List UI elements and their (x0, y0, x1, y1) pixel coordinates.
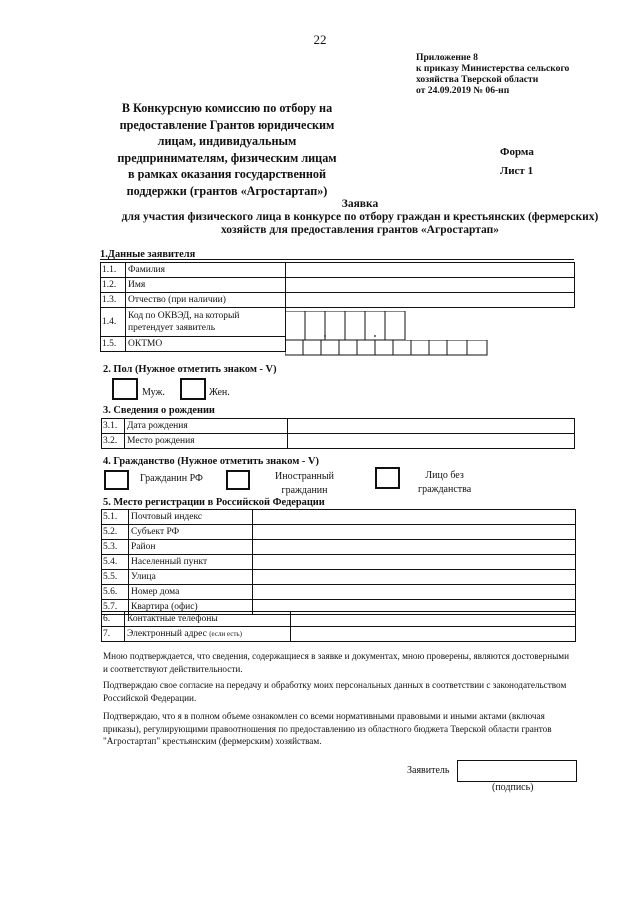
row-number: 6. (102, 612, 125, 627)
table-row (102, 525, 576, 540)
table-row (102, 434, 575, 449)
section1-rule (100, 259, 574, 260)
applicant-label: Заявитель (407, 765, 450, 776)
birth-date-field[interactable] (288, 419, 575, 434)
table-row (101, 263, 575, 278)
stateless-checkbox[interactable] (375, 467, 400, 489)
street-field[interactable] (253, 570, 576, 585)
declaration-accuracy: Мною подтверждается, что сведения, содержащиеся в заявке и документах, мною проверены, являются достоверными и соответствуют действительности. (103, 651, 570, 674)
form-label: Форма (500, 146, 534, 158)
row-number: 5.2. (102, 525, 129, 540)
row-label: Контактные телефоны (125, 612, 291, 627)
section2-title: 2. Пол (Нужное отметить знаком - V) (103, 364, 277, 375)
postal-code-field[interactable] (253, 510, 576, 525)
table-row (102, 555, 576, 570)
row-label: Населенный пункт (129, 555, 253, 570)
surname-field[interactable] (286, 263, 575, 278)
title-line: для участия физического лица в конкурсе по отбору граждан и крестьянских (фермерских) (121, 211, 599, 223)
label-line: Иностранный (275, 471, 334, 482)
row-number: 5.4. (102, 555, 129, 570)
oktmo-code-cells[interactable] (285, 340, 495, 358)
row-label: Код по ОКВЭД, на который претендует заявитель (126, 308, 286, 337)
signature-caption: (подпись) (492, 782, 534, 793)
table-row (102, 570, 576, 585)
row-label: Квартира (офис) (129, 600, 253, 615)
row-label: Фамилия (126, 263, 286, 278)
row-number: 1.2. (101, 278, 126, 293)
title-line: хозяйств для предоставления грантов «Агростартап» (221, 224, 499, 236)
label-line: гражданства (418, 484, 472, 495)
label-line: Лицо без (425, 470, 464, 481)
row-number: 3.1. (102, 419, 125, 434)
citizen-rf-checkbox[interactable] (104, 470, 129, 490)
addressee-line: предпринимателям, физическим лицам (117, 150, 337, 165)
row-label: Место рождения (125, 434, 288, 449)
appendix-line: к приказу Министерства сельского (416, 63, 570, 74)
table-row (102, 627, 576, 642)
row-number: 1.4. (101, 308, 126, 337)
addressee-line: В Конкурсную комиссию по отбору на (121, 101, 333, 115)
stateless-label (418, 469, 471, 497)
appendix-line: от 24.09.2019 № 06-нп (416, 85, 510, 96)
row-label: Имя (126, 278, 286, 293)
appendix-line: Приложение 8 (416, 52, 478, 63)
declaration-consent: Подтверждаю свое согласие на передачу и обработку моих персональных данных в соответствии с законодательством Российской Федерации. (103, 680, 567, 703)
section5-title: 5. Место регистрации в Российской Федерации (103, 497, 325, 508)
row-number: 3.2. (102, 434, 125, 449)
addressee-line: в рамках оказания государственной (127, 167, 327, 181)
row-label: Номер дома (129, 585, 253, 600)
appendix-line: хозяйства Тверской области (416, 74, 539, 85)
table-row (102, 540, 576, 555)
row-number: 7. (102, 627, 125, 642)
addressee-line: предоставление Грантов юридическим (119, 117, 335, 132)
foreign-citizen-label (275, 470, 334, 498)
birth-place-field[interactable] (288, 434, 575, 449)
row-number: 1.5. (101, 337, 126, 352)
row-number: 5.1. (102, 510, 129, 525)
table-row (102, 419, 575, 434)
citizen-rf-label: Гражданин РФ (140, 473, 203, 484)
table-row (101, 278, 575, 293)
declaration-acknowledgement: Подтверждаю, что я в полном объеме ознакомлен со всеми нормативными правовыми и иными актами (включая приказы), регулирующими правоотношения по предоставлению из областного бюджета Тверской области грантов "Агростартап" крестьянским (фермерским) хозяйствам. (103, 711, 552, 746)
birth-info-table (101, 418, 575, 449)
email-field[interactable] (291, 627, 576, 642)
row-number: 1.3. (101, 293, 126, 308)
title-heading: Заявка (341, 198, 379, 210)
row-number: 5.5. (102, 570, 129, 585)
row-number: 1.1. (101, 263, 126, 278)
row-label: Субъект РФ (129, 525, 253, 540)
table-row (102, 585, 576, 600)
addressee-block (96, 100, 358, 199)
row-number: 5.7. (102, 600, 129, 615)
section1-title: 1.Данные заявителя (100, 249, 196, 260)
row-label: Дата рождения (125, 419, 288, 434)
registration-table (101, 509, 576, 615)
application-title (60, 198, 640, 237)
foreign-citizen-checkbox[interactable] (226, 470, 250, 490)
contacts-table (101, 611, 576, 642)
sheet-label: Лист 1 (500, 165, 534, 177)
row-label: Почтовый индекс (129, 510, 253, 525)
row-label (125, 627, 291, 642)
row-label-text: Электронный адрес (127, 629, 207, 639)
table-row (102, 510, 576, 525)
form-label-block (500, 143, 534, 181)
table-row (102, 612, 576, 627)
section4-title: 4. Гражданство (Нужное отметить знаком - V) (103, 456, 319, 467)
row-number: 5.3. (102, 540, 129, 555)
table-row (101, 293, 575, 308)
appendix-note (416, 52, 569, 96)
region-field[interactable] (253, 525, 576, 540)
label-line: гражданин (281, 485, 328, 496)
row-label-note: (если есть) (209, 630, 242, 638)
row-label: ОКТМО (126, 337, 286, 352)
section3-title: 3. Сведения о рождении (103, 405, 215, 416)
row-label: Улица (129, 570, 253, 585)
house-number-field[interactable] (253, 585, 576, 600)
row-label: Отчество (при наличии) (126, 293, 286, 308)
male-label: Муж. (142, 387, 165, 398)
settlement-field[interactable] (253, 555, 576, 570)
patronymic-field[interactable] (286, 293, 575, 308)
male-checkbox[interactable] (112, 378, 138, 400)
row-label: Район (129, 540, 253, 555)
female-checkbox[interactable] (180, 378, 206, 400)
addressee-line: поддержки (грантов «Агростартап») (126, 183, 328, 198)
phone-field[interactable] (291, 612, 576, 627)
district-field[interactable] (253, 540, 576, 555)
name-field[interactable] (286, 278, 575, 293)
signature-field[interactable] (457, 760, 577, 782)
female-label: Жен. (209, 387, 230, 398)
row-number: 5.6. (102, 585, 129, 600)
page-number: 22 (313, 32, 327, 47)
addressee-line: лицам, индивидуальным (157, 134, 297, 148)
